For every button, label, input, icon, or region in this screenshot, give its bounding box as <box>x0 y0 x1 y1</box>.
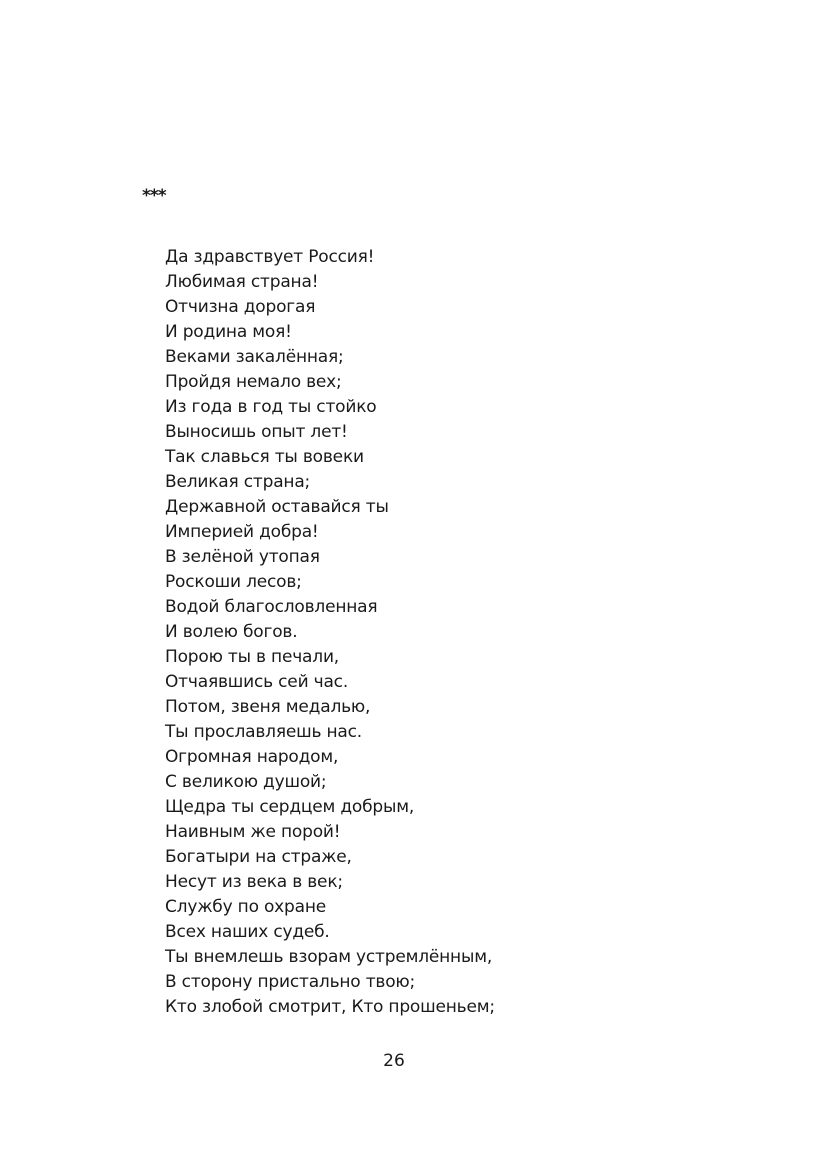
poem-line: Да здравствует Россия! <box>165 247 375 267</box>
poem-line: Империей добра! <box>165 522 319 542</box>
poem-line: Ты прославляешь нас. <box>165 722 362 742</box>
poem-line: И родина моя! <box>165 322 292 342</box>
poem-line: Отчаявшись сей час. <box>165 672 349 692</box>
poem-line: Роскоши лесов; <box>165 572 302 592</box>
section-marker: *** <box>142 186 166 206</box>
poem-line: И волею богов. <box>165 622 298 642</box>
poem-line: Ты внемлешь взорам устремлённым, <box>165 947 493 967</box>
poem-line: Отчизна дорогая <box>165 297 316 317</box>
poem-line: Любимая страна! <box>165 272 319 292</box>
poem-line: С великою душой; <box>165 772 327 792</box>
poem-line: Державной оставайся ты <box>165 497 389 517</box>
poem-line: Несут из века в век; <box>165 872 343 892</box>
poem-line: Так славься ты вовеки <box>165 447 364 467</box>
poem-line: Богатыри на страже, <box>165 847 352 867</box>
poem-line: В зелёной утопая <box>165 547 320 567</box>
poem-line: В сторону пристально твою; <box>165 972 416 992</box>
poem-line: Службу по охране <box>165 897 327 917</box>
poem-line: Водой благословленная <box>165 597 378 617</box>
poem-line: Всех наших судеб. <box>165 922 330 942</box>
page-number: 26 <box>383 1051 405 1071</box>
poem-line: Великая страна; <box>165 472 311 492</box>
poem-line: Наивным же порой! <box>165 822 341 842</box>
poem-line: Щедра ты сердцем добрым, <box>165 797 415 817</box>
poem-line: Кто злобой смотрит, Кто прошеньем; <box>165 997 495 1017</box>
poem-line: Из года в год ты стойко <box>165 397 377 417</box>
poem-line: Потом, звеня медалью, <box>165 697 371 717</box>
poem-line: Выносишь опыт лет! <box>165 422 348 442</box>
poem-line: Огромная народом, <box>165 747 339 767</box>
poem-line: Порою ты в печали, <box>165 647 339 667</box>
poem-body <box>165 245 495 1020</box>
poem-line: Веками закалённая; <box>165 347 344 367</box>
poem-line: Пройдя немало вех; <box>165 372 342 392</box>
